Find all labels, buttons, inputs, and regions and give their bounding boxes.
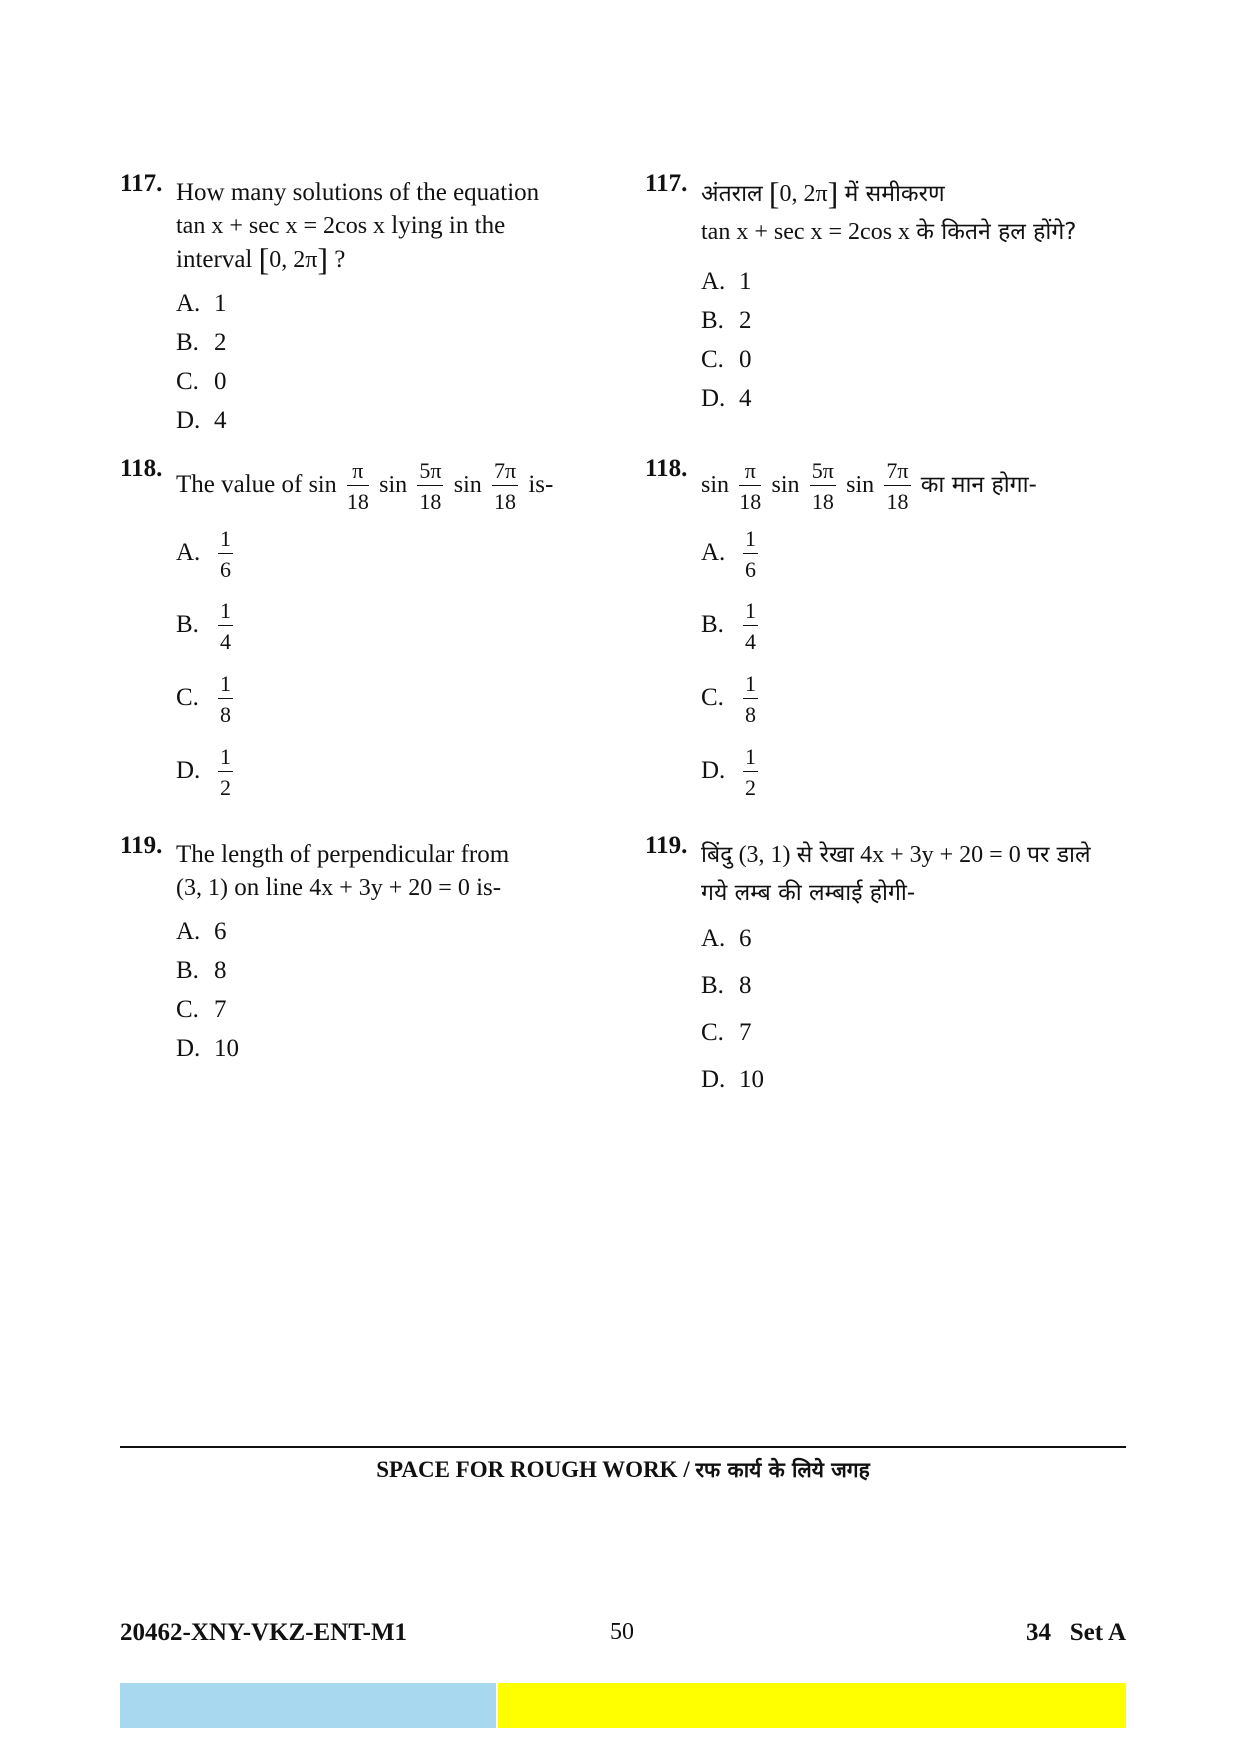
option-d[interactable] — [176, 407, 227, 435]
numerator: 1 — [743, 745, 758, 772]
option-d[interactable] — [701, 1066, 764, 1094]
option-value: 1 — [214, 290, 227, 317]
question-number: 119. — [120, 832, 163, 859]
option-label: B. — [176, 957, 199, 984]
bracket-open: [ — [258, 241, 270, 277]
option-fraction — [743, 527, 758, 582]
option-d[interactable] — [701, 745, 762, 800]
numerator: 1 — [743, 527, 758, 554]
option-value: 10 — [214, 1035, 239, 1062]
option-label: A. — [176, 539, 201, 567]
question-number: 117. — [120, 170, 163, 197]
interval-value: 0, 2π — [269, 247, 318, 273]
sin-label: sin — [453, 472, 482, 499]
denominator: 18 — [494, 489, 517, 514]
question-line — [176, 243, 646, 277]
rough-work-en: SPACE FOR ROUGH WORK / — [376, 1457, 690, 1482]
denominator: 2 — [220, 775, 231, 800]
question-number: 119. — [645, 832, 688, 859]
fraction — [417, 459, 443, 514]
question-text — [701, 174, 1171, 251]
question-number: 117. — [645, 170, 688, 197]
question-text — [176, 459, 646, 514]
option-value: 8 — [214, 957, 227, 984]
question-text — [701, 836, 1171, 912]
denominator: 4 — [745, 629, 756, 654]
numerator: 7π — [492, 459, 518, 486]
option-b[interactable] — [176, 599, 237, 654]
option-label: B. — [176, 611, 199, 639]
option-c[interactable] — [176, 368, 227, 396]
bracket-close: ] — [827, 175, 839, 211]
question-text-pre: बिंदु — [701, 842, 733, 868]
option-d[interactable] — [701, 385, 752, 413]
numerator: 5π — [417, 459, 443, 486]
option-value: 4 — [214, 407, 227, 434]
point: (3, 1) — [176, 875, 228, 901]
question-text-mid: से रेखा — [796, 842, 854, 868]
option-value: 0 — [214, 368, 227, 395]
option-value: 7 — [739, 1019, 752, 1046]
fraction — [347, 459, 369, 514]
denominator: 18 — [419, 489, 442, 514]
denominator: 6 — [745, 557, 756, 582]
numerator: 5π — [810, 459, 836, 486]
option-label: D. — [701, 385, 726, 412]
option-b[interactable] — [701, 972, 752, 1000]
option-label: C. — [701, 346, 724, 373]
option-value: 2 — [739, 307, 752, 334]
question-text-tail: के कितने हल होंगे? — [916, 219, 1077, 245]
option-label: C. — [176, 996, 199, 1023]
question-line — [701, 836, 1171, 874]
interval-value: 0, 2π — [779, 181, 828, 207]
question-text-tail: is- — [528, 471, 554, 499]
page-number: 50 — [610, 1619, 634, 1645]
option-label: A. — [701, 268, 726, 295]
question-text-tail: lying in the — [391, 212, 506, 239]
question-text-pre: The value of — [176, 471, 303, 499]
numerator: π — [347, 459, 369, 486]
question-text-tail: का मान होगा- — [920, 472, 1037, 499]
option-value: 6 — [739, 925, 752, 952]
rough-work-divider — [120, 1446, 1126, 1448]
option-fraction — [218, 527, 233, 582]
option-value: 0 — [739, 346, 752, 373]
option-d[interactable] — [176, 745, 237, 800]
numerator: 1 — [743, 599, 758, 626]
equation: 4x + 3y + 20 = 0 — [309, 875, 470, 901]
question-line: गये लम्ब की लम्बाई होगी- — [701, 880, 916, 906]
question-text — [701, 459, 1171, 514]
option-fraction — [743, 672, 758, 727]
equation: tan x + sec x = 2cos x — [701, 219, 911, 245]
denominator: 18 — [346, 489, 369, 514]
question-text-post: पर डाले — [1026, 842, 1091, 868]
option-label: B. — [701, 307, 724, 334]
option-label: A. — [701, 925, 726, 952]
option-a[interactable] — [701, 925, 752, 953]
option-b[interactable] — [176, 329, 227, 357]
option-label: D. — [176, 407, 201, 434]
option-b[interactable] — [701, 307, 752, 335]
option-label: B. — [176, 329, 199, 356]
option-fraction — [218, 672, 233, 727]
denominator: 6 — [220, 557, 231, 582]
sin-label: sin — [701, 472, 730, 499]
numerator: 1 — [218, 672, 233, 699]
option-value: 2 — [214, 329, 227, 356]
numerator: π — [739, 459, 761, 486]
option-label: A. — [176, 918, 201, 945]
question-text-mid: on line — [234, 874, 303, 901]
option-value: 4 — [739, 385, 752, 412]
option-b[interactable] — [701, 599, 762, 654]
paper-code: 20462-XNY-VKZ-ENT-M1 — [120, 1619, 408, 1646]
option-label: D. — [701, 757, 726, 785]
option-c[interactable] — [176, 996, 227, 1024]
option-a[interactable] — [701, 527, 762, 582]
denominator: 18 — [739, 489, 762, 514]
denominator: 2 — [745, 775, 756, 800]
question-text-tail: is- — [476, 874, 502, 901]
option-label: B. — [701, 972, 724, 999]
fraction — [810, 459, 836, 514]
question-mark: ? — [334, 246, 346, 273]
option-c[interactable] — [176, 672, 237, 727]
point: (3, 1) — [738, 842, 791, 868]
numerator: 1 — [218, 599, 233, 626]
question-number: 118. — [120, 455, 163, 482]
option-c[interactable] — [701, 1019, 752, 1047]
equation: tan x + sec x = 2cos x — [176, 213, 386, 239]
denominator: 8 — [220, 702, 231, 727]
option-label: B. — [701, 611, 724, 639]
option-a[interactable] — [176, 290, 227, 318]
footer-bar-blue — [120, 1683, 496, 1728]
numerator: 1 — [218, 527, 233, 554]
option-label: A. — [701, 539, 726, 567]
option-value: 1 — [739, 268, 752, 295]
interval-label: interval — [176, 246, 253, 273]
set-label: 34 Set A — [1026, 1619, 1126, 1646]
option-c[interactable] — [701, 346, 752, 374]
option-label: C. — [176, 684, 199, 712]
option-fraction — [218, 599, 233, 654]
option-d[interactable] — [176, 1035, 239, 1063]
question-text-pre: अंतराल — [701, 181, 763, 207]
question-text-post: में समीकरण — [844, 181, 945, 207]
option-value: 6 — [214, 918, 227, 945]
option-fraction — [218, 745, 233, 800]
question-text — [176, 176, 646, 277]
denominator: 18 — [811, 489, 834, 514]
option-a[interactable] — [176, 527, 237, 582]
rough-work-hi: रफ कार्य के लिये जगह — [695, 1458, 870, 1482]
question-text — [176, 838, 646, 905]
option-b[interactable] — [176, 957, 227, 985]
option-a[interactable] — [176, 918, 227, 946]
fraction — [492, 459, 518, 514]
question-line: How many solutions of the equation — [176, 179, 540, 206]
option-fraction — [743, 599, 758, 654]
denominator: 8 — [745, 702, 756, 727]
bracket-open: [ — [768, 175, 780, 211]
option-label: C. — [701, 684, 724, 712]
sin-label: sin — [846, 472, 875, 499]
footer-bar-yellow — [498, 1683, 1126, 1728]
option-c[interactable] — [701, 672, 762, 727]
denominator: 18 — [886, 489, 909, 514]
option-label: D. — [701, 1066, 726, 1093]
equation: 4x + 3y + 20 = 0 — [860, 842, 1021, 868]
option-a[interactable] — [701, 268, 752, 296]
numerator: 1 — [743, 672, 758, 699]
option-value: 8 — [739, 972, 752, 999]
sin-label: sin — [379, 472, 408, 499]
option-label: D. — [176, 1035, 201, 1062]
question-line — [176, 209, 646, 243]
question-number: 118. — [645, 455, 688, 482]
rough-work-note — [120, 1456, 1126, 1484]
question-line — [701, 174, 1171, 213]
sin-label: sin — [771, 472, 800, 499]
option-fraction — [743, 745, 758, 800]
option-value: 7 — [214, 996, 227, 1023]
option-label: C. — [176, 368, 199, 395]
question-line — [701, 213, 1171, 251]
bracket-close: ] — [317, 241, 329, 277]
sin-label: sin — [308, 472, 337, 499]
question-line — [176, 871, 646, 905]
numerator: 7π — [884, 459, 910, 486]
option-value: 10 — [739, 1066, 764, 1093]
fraction — [739, 459, 761, 514]
option-label: A. — [176, 290, 201, 317]
numerator: 1 — [218, 745, 233, 772]
denominator: 4 — [220, 629, 231, 654]
fraction — [884, 459, 910, 514]
option-label: C. — [701, 1019, 724, 1046]
question-line: The length of perpendicular from — [176, 841, 510, 868]
option-label: D. — [176, 757, 201, 785]
